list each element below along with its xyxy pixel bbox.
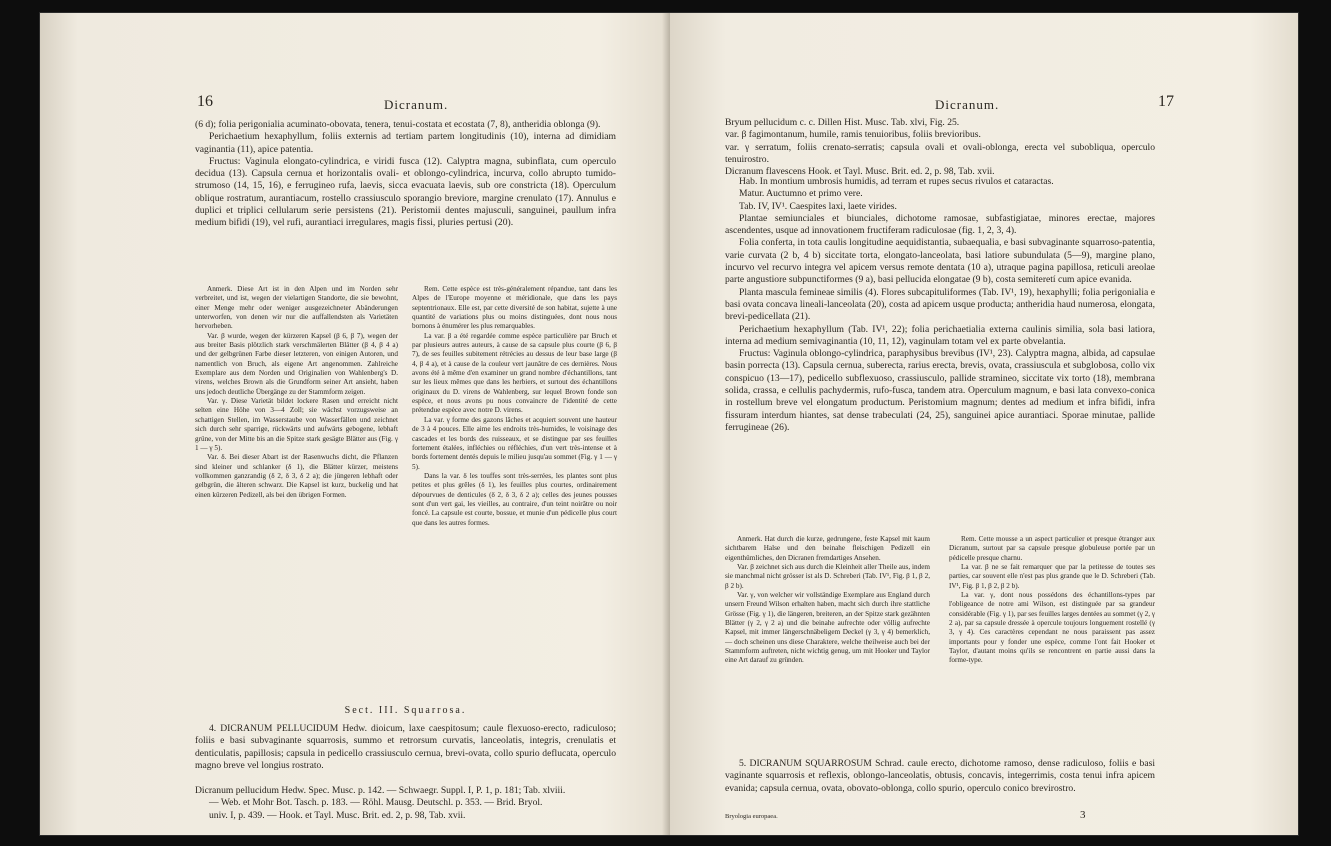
left-page: [40, 13, 670, 835]
french-notes-left: [412, 285, 617, 528]
german-note: Var. β zeichnet sich aus durch die Kleinheit aller Theile aus, indem sie manchmal nicht grösser ist als D. Schreberi (Tab. IV¹, Fig. β 1, β 2, β 2 b).: [725, 563, 930, 590]
description-paragraph: Perichaetium hexaphyllum (Tab. IV¹, 22); folia perichaetialia externa caulinis similia, sola basi latiora, interna ad medium semivaginantia (10, 11, 12), vaginulam totam vel ex parte obvelantia.: [725, 323, 1155, 347]
description-paragraph: Folia conferta, in tota caulis longitudine aequidistantia, subaequalia, e basi subvaginante squarroso-patentia, varie curvata (2 b, 4 b) siccitate torta, elongato-lanceolata, basi latiore subundulata (5—9), margine plano, incurvo vel recurvo integra vel apicem versus remote dentata (10 a), utraque pagina papillosa, reticuli areolae parte angustiore subpunctiformes (9 a), basi pellucida elongatae (9 b), costa semiteretí cum apice evanida.: [725, 237, 1155, 286]
description-paragraph: (6 d); folia perigonialia acuminato-obovata, tenera, tenui-costata et ecostata (7, 8), antheridia oblonga (9).: [195, 119, 601, 130]
variety-line: var. β fagimontanum, humile, ramis tenuioribus, foliis brevioribus.: [725, 129, 981, 141]
signature-text: Bryologia europaea.: [725, 813, 778, 820]
german-note: Anmerk. Hat durch die kurze, gedrungene, feste Kapsel mit kaum sichtbarem Halse und den beinahe fleischigen Pedizell ein eigenthümliches, den Dicranen fremdartiges Ansehen.: [725, 535, 930, 562]
variety-line: Dicranum flavescens Hook. et Tayl. Musc. Brit. ed. 2, p. 98, Tab. xvii.: [725, 166, 995, 178]
species-heading-text: 5. DICRANUM SQUARROSUM Schrad. caule erecto, dichotome ramoso, dense radiculoso, foliis e basi vaginante squarrosis et reflexis, oblongo-lanceolatis, obtusis, concavis, integerrimis, costa tenui infra apicem evanida; capsula cernua, ovata, obovato-oblonga, collo spurio, operculo conico brevirostro.: [725, 758, 1155, 794]
page-number-right: 17: [1158, 93, 1174, 110]
description-paragraph: Hab. In montium umbrosis humidis, ad terram et rupes secus rivulos et cataractas.: [739, 176, 1054, 187]
french-note: La var. β ne se fait remarquer que par la petitesse de toutes ses parties, car souvent elle n'est pas plus grande que le D. Schreberi (Tab. IV¹, Fig. β 1, β 2, β 2 b).: [949, 563, 1155, 590]
book-spread: [40, 13, 1298, 835]
variety-line: Bryum pellucidum c. c. Dillen Hist. Musc. Tab. xlvi, Fig. 25.: [725, 117, 960, 128]
right-page: [670, 13, 1298, 835]
species-heading-text: 4. DICRANUM PELLUCIDUM Hedw. dioicum, laxe caespitosum; caule flexuoso-erecto, radiculoso; foliis e basi subvaginante squarrosis, summo et retrorsum curvatis, lanceolatis, integris, crenulatis et denticulatis, papillosis; capsula in pedicello crassiusculo cernua, brevi-ovata, collo spurio deflucata, operculo magno breve vel longius rostrato.: [195, 723, 616, 771]
running-head-left: Dicranum.: [384, 97, 449, 112]
french-note: Dans la var. δ les touffes sont très-serrées, les plantes sont plus petites et plus grêles (δ 1), les feuilles plus courtes, ordinairement dépourvues de denticules (δ 2, δ 3, δ 2 a); celles des jeunes pousses sont d'un vert gai, les vieilles, au contraire, d'un teint noirâtre ou noir foncé. La capsule est courte, bossue, et munie d'un pédicelle plus court que dans les autres formes.: [412, 471, 617, 527]
section-heading: Sect. III. Squarrosa.: [344, 705, 467, 716]
synonymy-line: — Web. et Mohr Bot. Tasch. p. 183. — Röhl. Mausg. Deutschl. p. 353. — Brid. Bryol.: [209, 797, 543, 809]
variety-line: var. γ serratum, foliis crenato-serratis; capsula ovali et ovali-oblonga, erecta vel subobliqua, operculo tenuirostro.: [725, 141, 1155, 165]
page-number-left: 16: [197, 93, 213, 110]
french-note: La var. β a été regardée comme espèce particulière par Bruch et par plusieurs autres auteurs, à cause de sa capsule plus courte (β 6, β 7), de ses feuilles subitement rétrécies au dessus de leur base large (β 4, β 4 a), et à cause de la couleur vert jaunâtre de ces dernières. Nous avons été à même d'en examiner un grand nombre d'échantillons, tant sur les lieux mêmes que dans les herbiers, et surtout des échantillons originaux du D. virens de Wahlenberg, sur lequel Brown fonde son espèce, et nous avons pu nous convaincre de l'identité de cette prétendue espèce avec notre D. virens.: [412, 331, 617, 415]
german-note: Var. γ. Diese Varietät bildet lockere Rasen und erreicht nicht selten eine Höhe von 3—4 Zoll; sie wächst vorzugsweise an schattigen Stellen, im Wasserstaube von Wasserfällen und zeichnet sich durch sehr sparrige, rückwärts und aufwärts gebogene, lebhaft grüne, von der Mitte bis an die Spitze stark gesägte Blätter aus (Fig. γ 1 — γ 5).: [195, 397, 398, 452]
description-paragraph: Matur. Auctumno et primo vere.: [739, 188, 863, 200]
description-paragraph: Fructus: Vaginula elongato-cylindrica, e viridi fusca (12). Calyptra magna, subinflata, cum operculo decidua (13). Capsula cernua et horizontalis ovali- et oblongo-cylindrica, incurva, collo abrupto tumido-strumoso (14, 15, 16), e ferrugineo rufa, laevis, siccа evacuata laevis, sub ore constricta (18). Operculum oblique rostratum, aurantiacum, rostello crassiusculo sporangio breviore, margine crenulato (17). Annulus e duplici et triplici cellularum serie persistens (21). Peristomii dentes majusculi, sanguinei, paullum infra medium bifidi (19), vel rufi, aurantiaci irregulares, magis fissi, pluries pertusi (20).: [195, 155, 616, 229]
description-paragraph: Tab. IV, IV¹. Caespites laxi, laete virides.: [739, 200, 897, 212]
french-notes-right: [949, 535, 1155, 666]
german-note: Var. γ, von welcher wir vollständige Exemplare aus England durch unsern Freund Wilson erhalten haben, macht sich durch ihre stattliche Grösse (Fig. γ 1), die längeren, breiteren, an der Spitze stark gezähnten Blätter (γ 2, γ 2 a) und die beinahe aufrechte oder völlig aufrechte Kapsel, mit immer längerschnäbeligem Deckel (γ 3, γ 4) bemerklich, — doch scheinen uns diese Charaktere, welche theilweise auch bei der Stammform auftreten, nicht wichtig genug, um mit Hooker und Taylor eine Art darauf zu gründen.: [725, 591, 930, 665]
synonymy-line: univ. I, p. 439. — Hook. et Tayl. Musc. Brit. ed. 2, p. 98, Tab. xvii.: [209, 809, 466, 821]
species-heading-left: [195, 723, 616, 772]
german-notes-left: [195, 285, 398, 500]
description-left: [195, 119, 616, 230]
french-note: Rem. Cette mousse a un aspect particulier et presque étranger aux Dicranum, surtout par sa capsule presque globuleuse portée par un pédicelle presque charnu.: [949, 535, 1155, 562]
description-paragraph: Perichaetium hexaphyllum, foliis externis ad tertiam partem longitudinis (10), interna ad dimidiam vaginantia (11), apice patentia.: [195, 131, 616, 155]
french-note: Rem. Cette espèce est très-généralement répandue, tant dans les Alpes de l'Europe moyenne et méridionale, que dans les pays septentrionaux. Elle est, par cette diversité de son habitat, sujette à une quantité de variations plus ou moins distinguées, dont nous nous bornons à énumérer les plus remarquables.: [412, 285, 617, 331]
description-paragraph: Plantae semiunciales et biunciales, dichotome ramosae, subfastigiatae, minores erectae, majores ascendentes, usque ad innovationem fructiferam radiculosae (fig. 1, 2, 3, 4).: [725, 212, 1155, 237]
synonymy-line: Dicranum pellucidum Hedw. Spec. Musc. p. 142. — Schwaegr. Suppl. I, P. 1, p. 181; Tab. xlviii.: [195, 785, 566, 796]
signature-mark: 3: [1080, 809, 1086, 821]
running-head-right: Dicranum.: [935, 97, 1000, 112]
varieties-right: [725, 117, 1155, 178]
synonymy-left: [195, 785, 616, 822]
description-paragraph: Fructus: Vaginula oblongo-cylindrica, paraphysibus brevibus (IV¹, 23). Calyptra magna, albida, ad capsulae basin porrecta (13). Capsula cernua, suberecta, rarius erecta, brevis, ovata, crassiuscula et subglobosa, collo vix conspicuo (13—17), pedicello subflexuoso, crassiusculo, pallide straminео, siccitate vix torto (18), membrana solida, crassa, e cellulis pachydermis, rufo-fusca, tandem atra. Operculum magnum, e basi lata convexo-conica in rostellum breve vel elongatum productum. Peristomium magnum; dentes ad medium et infra bifidi, infra fissuram interdum hiantes, sat dense trabeculati (24, 25), sanguinei apice aurantiaci. Sporae minutae, pallide ferrugineae (26).: [725, 348, 1155, 433]
description-paragraph: Planta mascula feminеae similis (4). Flores subcapituliformes (Tab. IV¹, 19), hexaphylli; folia perigonialia e basi ovata concava lineali-lanceolata (20), costa ad apicem usque producta; antheridia haud numerosa, elongata, brevi-pedicellata (21).: [725, 286, 1155, 323]
species-heading-right: [725, 758, 1155, 795]
french-note: La var. γ, dont nous possédons des échantillons-types par l'obligeance de notre ami Wilson, est distinguée par sa grandeur considérable (Fig. γ 1), par ses feuilles larges dentées au sommet (γ 2, γ 2 a), par sa capsule dressée à opercule toujours longuement rostellé (γ 3, γ 4). Ces caractères cependant ne nous paraissent pas assez importants pour y fonder une espèce, comme l'ont fait Hooker et Taylor, d'autant moins qu'ils se rencontrent en partie aussi dans la forme-type.: [949, 591, 1155, 665]
german-note: Var. δ. Bei dieser Abart ist der Rasenwuchs dicht, die Pflanzen sind kleiner und schlanker (δ 1), die Blätter kürzer, meistens vollkommen ganzrandig (δ 2, δ 3, δ 2 a); die jüngeren lebhaft oder gelbgrün, die älteren schwarz. Die Kapsel ist kurz, buckelig und hat einen kürzeren Pedizell, als bei den übrigen Formen.: [195, 453, 398, 499]
french-note: La var. γ forme des gazons lâches et acquiert souvent une hauteur de 3 à 4 pouces. Elle aime les endroits très-humides, le voisinage des cascades et les bords des ruisseaux, et se distingue par ses feuilles fortement étalées, infléchies ou réfléchies, d'un vert très-intense et à bords fortement dentés depuis le milieu jusqu'au sommet (Fig. γ 1 — γ 5).: [412, 415, 617, 471]
german-notes-right: [725, 535, 930, 666]
german-note: Anmerk. Diese Art ist in den Alpen und im Norden sehr verbreitet, und ist, wegen der vielartigen Standorte, die sie bewohnt, einer Menge mehr oder weniger ausgezeichneter Abänderungen unterworfen, von denen wir nur die auffallendsten als Varietäten hervorheben.: [195, 285, 398, 331]
description-right: [725, 176, 1155, 434]
german-note: Var. β wurde, wegen der kürzeren Kapsel (β 6, β 7), wegen der aus breiter Basis plötzlich stark verschmälerten Blätter (β 4, β 4 a) und der gelbgrünen Farbe dieser letzteren, von einigen Autoren, und namentlich von Bruch, als eigene Art angenommen. Zahlreiche Exemplare aus dem Norden und Originalien von Wahlenberg's D. virens, welches Brown als die Grundform seiner Art ansieht, haben uns jedoch deutliche Übergänge zu der Stammform zeigen.: [195, 331, 398, 396]
